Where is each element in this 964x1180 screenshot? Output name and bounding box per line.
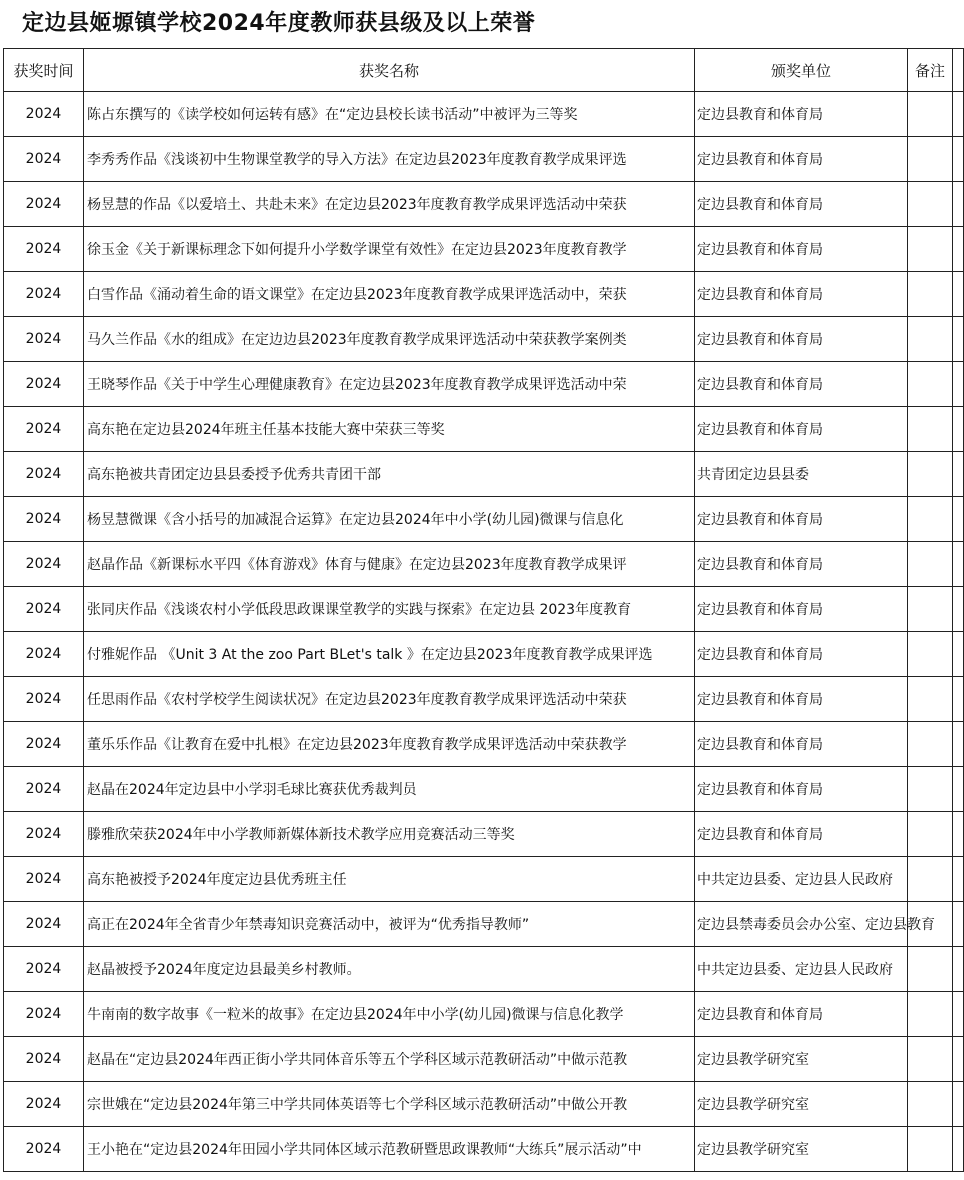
- issuing-unit-cell: 定边县教学研究室: [695, 1127, 908, 1172]
- extra-cell: [953, 1127, 964, 1172]
- header-issuing-unit: 颁奖单位: [695, 49, 908, 92]
- award-name-cell: 陈占东撰写的《读学校如何运转有感》在“定边县校长读书活动”中被评为三等奖: [84, 92, 695, 137]
- year-cell: 2024: [4, 632, 84, 677]
- table-row: [4, 992, 964, 1037]
- note-cell: [908, 182, 953, 227]
- table-row: [4, 767, 964, 812]
- extra-cell: [953, 452, 964, 497]
- table-row: [4, 857, 964, 902]
- extra-cell: [953, 137, 964, 182]
- award-name-cell: 徐玉金《关于新课标理念下如何提升小学数学课堂有效性》在定边县2023年度教育教学: [84, 227, 695, 272]
- extra-cell: [953, 272, 964, 317]
- issuing-unit-cell: 定边县教育和体育局: [695, 812, 908, 857]
- issuing-unit-cell: 定边县教育和体育局: [695, 542, 908, 587]
- year-cell: 2024: [4, 317, 84, 362]
- year-cell: 2024: [4, 362, 84, 407]
- year-cell: 2024: [4, 677, 84, 722]
- note-cell: [908, 542, 953, 587]
- year-cell: 2024: [4, 992, 84, 1037]
- table-row: [4, 632, 964, 677]
- note-cell: [908, 1082, 953, 1127]
- extra-cell: [953, 812, 964, 857]
- issuing-unit-cell: 定边县教育和体育局: [695, 677, 908, 722]
- table-row: [4, 182, 964, 227]
- award-name-cell: 赵晶在2024年定边县中小学羽毛球比赛获优秀裁判员: [84, 767, 695, 812]
- year-cell: 2024: [4, 542, 84, 587]
- extra-cell: [953, 317, 964, 362]
- year-cell: 2024: [4, 812, 84, 857]
- table-row: [4, 542, 964, 587]
- extra-cell: [953, 947, 964, 992]
- honors-table: [3, 48, 964, 1172]
- header-extra: [953, 49, 964, 92]
- issuing-unit-cell: 定边县教育和体育局: [695, 92, 908, 137]
- extra-cell: [953, 767, 964, 812]
- issuing-unit-cell: 中共定边县委、定边县人民政府: [695, 857, 908, 902]
- award-name-cell: 赵晶被授予2024年度定边县最美乡村教师。: [84, 947, 695, 992]
- award-name-cell: 牛南南的数字故事《一粒米的故事》在定边县2024年中小学(幼儿园)微课与信息化教学: [84, 992, 695, 1037]
- award-name-cell: 董乐乐作品《让教育在爱中扎根》在定边县2023年度教育教学成果评选活动中荣获教学: [84, 722, 695, 767]
- extra-cell: [953, 902, 964, 947]
- year-cell: 2024: [4, 137, 84, 182]
- note-cell: [908, 767, 953, 812]
- header-award-name: 获奖名称: [84, 49, 695, 92]
- table-row: [4, 1082, 964, 1127]
- year-cell: 2024: [4, 587, 84, 632]
- issuing-unit-cell: 定边县教育和体育局: [695, 227, 908, 272]
- extra-cell: [953, 362, 964, 407]
- page-title: 定边县姬塬镇学校2024年度教师获县级及以上荣誉: [22, 11, 536, 36]
- award-name-cell: 李秀秀作品《浅谈初中生物课堂教学的导入方法》在定边县2023年度教育教学成果评选: [84, 137, 695, 182]
- note-cell: [908, 587, 953, 632]
- note-cell: [908, 1037, 953, 1082]
- table-row: [4, 362, 964, 407]
- header-year: 获奖时间: [4, 49, 84, 92]
- table-row: [4, 812, 964, 857]
- note-cell: [908, 362, 953, 407]
- issuing-unit-cell: 定边县教学研究室: [695, 1037, 908, 1082]
- award-name-cell: 滕雅欣荣获2024年中小学教师新媒体新技术教学应用竞赛活动三等奖: [84, 812, 695, 857]
- award-name-cell: 马久兰作品《水的组成》在定边边县2023年度教育教学成果评选活动中荣获教学案例类: [84, 317, 695, 362]
- table-body: [4, 92, 964, 1172]
- award-name-cell: 杨昱慧的作品《以爱培土、共赴未来》在定边县2023年度教育教学成果评选活动中荣获: [84, 182, 695, 227]
- note-cell: [908, 812, 953, 857]
- note-cell: [908, 317, 953, 362]
- issuing-unit-cell: 定边县教育和体育局: [695, 497, 908, 542]
- award-name-cell: 杨昱慧微课《含小括号的加减混合运算》在定边县2024年中小学(幼儿园)微课与信息化: [84, 497, 695, 542]
- note-cell: [908, 227, 953, 272]
- table-row: [4, 1127, 964, 1172]
- award-name-cell: 高正在2024年全省青少年禁毒知识竞赛活动中，被评为“优秀指导教师”: [84, 902, 695, 947]
- extra-cell: [953, 497, 964, 542]
- issuing-unit-cell: 定边县教学研究室: [695, 1082, 908, 1127]
- issuing-unit-cell: 定边县禁毒委员会办公室、定边县教育: [695, 902, 908, 947]
- year-cell: 2024: [4, 227, 84, 272]
- note-cell: [908, 272, 953, 317]
- note-cell: [908, 92, 953, 137]
- table-row: [4, 137, 964, 182]
- extra-cell: [953, 92, 964, 137]
- year-cell: 2024: [4, 407, 84, 452]
- year-cell: 2024: [4, 92, 84, 137]
- issuing-unit-cell: 定边县教育和体育局: [695, 992, 908, 1037]
- year-cell: 2024: [4, 497, 84, 542]
- note-cell: [908, 452, 953, 497]
- year-cell: 2024: [4, 182, 84, 227]
- table-row: [4, 452, 964, 497]
- award-name-cell: 赵晶作品《新课标水平四《体育游戏》体育与健康》在定边县2023年度教育教学成果评: [84, 542, 695, 587]
- table-row: [4, 92, 964, 137]
- award-name-cell: 高东艳被共青团定边县县委授予优秀共青团干部: [84, 452, 695, 497]
- issuing-unit-cell: 定边县教育和体育局: [695, 587, 908, 632]
- note-cell: [908, 137, 953, 182]
- note-cell: [908, 632, 953, 677]
- issuing-unit-cell: 定边县教育和体育局: [695, 137, 908, 182]
- extra-cell: [953, 227, 964, 272]
- header-note: 备注: [908, 49, 953, 92]
- issuing-unit-cell: 定边县教育和体育局: [695, 632, 908, 677]
- extra-cell: [953, 992, 964, 1037]
- table-row: [4, 722, 964, 767]
- extra-cell: [953, 722, 964, 767]
- table-row: [4, 497, 964, 542]
- header-row: [4, 49, 964, 92]
- issuing-unit-cell: 定边县教育和体育局: [695, 272, 908, 317]
- note-cell: [908, 497, 953, 542]
- award-name-cell: 白雪作品《涌动着生命的语文课堂》在定边县2023年度教育教学成果评选活动中，荣获: [84, 272, 695, 317]
- table-row: [4, 227, 964, 272]
- note-cell: [908, 677, 953, 722]
- issuing-unit-cell: 共青团定边县县委: [695, 452, 908, 497]
- note-cell: [908, 722, 953, 767]
- year-cell: 2024: [4, 1082, 84, 1127]
- year-cell: 2024: [4, 452, 84, 497]
- table-row: [4, 272, 964, 317]
- note-cell: [908, 947, 953, 992]
- year-cell: 2024: [4, 272, 84, 317]
- issuing-unit-cell: 中共定边县委、定边县人民政府: [695, 947, 908, 992]
- award-name-cell: 高东艳被授予2024年度定边县优秀班主任: [84, 857, 695, 902]
- extra-cell: [953, 542, 964, 587]
- year-cell: 2024: [4, 902, 84, 947]
- table-row: [4, 407, 964, 452]
- issuing-unit-cell: 定边县教育和体育局: [695, 362, 908, 407]
- year-cell: 2024: [4, 857, 84, 902]
- year-cell: 2024: [4, 1127, 84, 1172]
- extra-cell: [953, 632, 964, 677]
- note-cell: [908, 992, 953, 1037]
- note-cell: [908, 1127, 953, 1172]
- award-name-cell: 张同庆作品《浅谈农村小学低段思政课课堂教学的实践与探索》在定边县 2023年度教育: [84, 587, 695, 632]
- year-cell: 2024: [4, 767, 84, 812]
- year-cell: 2024: [4, 1037, 84, 1082]
- year-cell: 2024: [4, 947, 84, 992]
- table-row: [4, 947, 964, 992]
- note-cell: [908, 407, 953, 452]
- award-name-cell: 王小艳在“定边县2024年田园小学共同体区域示范教研暨思政课教师“大练兵”展示活动”中: [84, 1127, 695, 1172]
- table-row: [4, 677, 964, 722]
- award-name-cell: 任思雨作品《农村学校学生阅读状况》在定边县2023年度教育教学成果评选活动中荣获: [84, 677, 695, 722]
- table-row: [4, 317, 964, 362]
- extra-cell: [953, 407, 964, 452]
- extra-cell: [953, 1082, 964, 1127]
- table-row: [4, 902, 964, 947]
- extra-cell: [953, 182, 964, 227]
- issuing-unit-cell: 定边县教育和体育局: [695, 407, 908, 452]
- award-name-cell: 付雅妮作品 《Unit 3 At the zoo Part BLet's talk 》在定边县2023年度教育教学成果评选: [84, 632, 695, 677]
- extra-cell: [953, 587, 964, 632]
- issuing-unit-cell: 定边县教育和体育局: [695, 722, 908, 767]
- table-row: [4, 1037, 964, 1082]
- award-name-cell: 赵晶在“定边县2024年西正街小学共同体音乐等五个学科区域示范教研活动”中做示范教: [84, 1037, 695, 1082]
- extra-cell: [953, 857, 964, 902]
- issuing-unit-cell: 定边县教育和体育局: [695, 182, 908, 227]
- extra-cell: [953, 1037, 964, 1082]
- extra-cell: [953, 677, 964, 722]
- award-name-cell: 宗世娥在“定边县2024年第三中学共同体英语等七个学科区域示范教研活动”中做公开教: [84, 1082, 695, 1127]
- year-cell: 2024: [4, 722, 84, 767]
- award-name-cell: 王晓琴作品《关于中学生心理健康教育》在定边县2023年度教育教学成果评选活动中荣: [84, 362, 695, 407]
- issuing-unit-cell: 定边县教育和体育局: [695, 317, 908, 362]
- table-row: [4, 587, 964, 632]
- issuing-unit-cell: 定边县教育和体育局: [695, 767, 908, 812]
- note-cell: [908, 857, 953, 902]
- award-name-cell: 高东艳在定边县2024年班主任基本技能大赛中荣获三等奖: [84, 407, 695, 452]
